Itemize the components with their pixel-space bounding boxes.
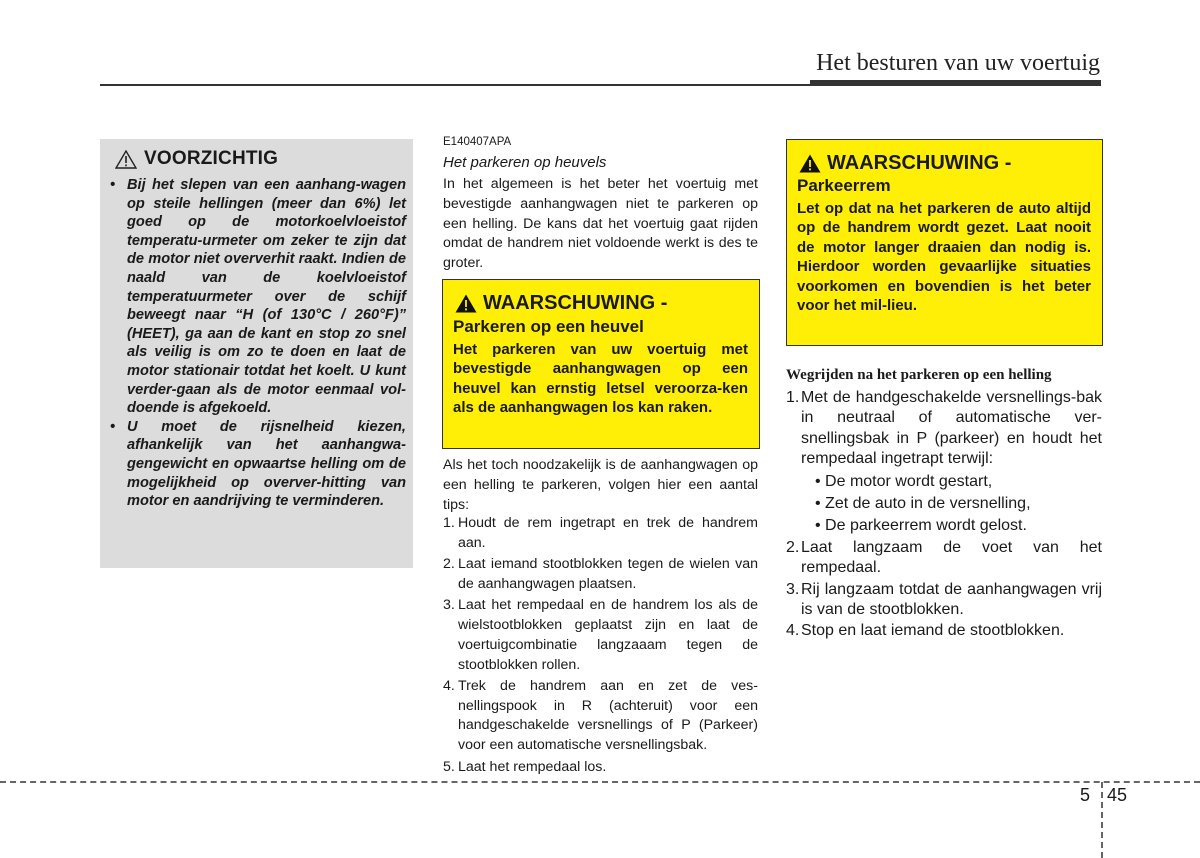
list-item: 2. Laat langzaam de voet van het rempedaal. [786, 538, 1102, 577]
caution-item [110, 418, 406, 511]
list-item-text: Met de handgeschakelde versnellings-bak in neutraal of automatische ver-snellingsbak in P (parkeer) en houdt het rempedaal ingetrapt terwijl: [801, 389, 1102, 468]
header-rule-accent [810, 80, 1101, 86]
caution-list [110, 176, 406, 511]
tips-intro-paragraph: Als het toch noodzakelijk is de aanhangwagen op een helling te parkeren, volgen hier een aantal tips: [443, 457, 758, 513]
page-number: 45 [1107, 785, 1128, 805]
section-code: E140407APA [443, 136, 512, 148]
list-item: 3. Rij langzaam totdat de aanhangwagen vrij is van de stootblokken. [786, 580, 1102, 619]
list-item: 3. Laat het rempedaal en de handrem los als de wielstootblokken geplaatst zijn en laat de voertuigcombinatie langzaaam tegen de stootblokken rollen. [443, 597, 758, 673]
warning-title: WAARSCHUWING - [483, 292, 668, 314]
caution-item-text: U moet de rijsnelheid kiezen, afhankelijk van het aanhangwa-gengewicht en opwaartse helling om de mogelijkheid op overver-hitting van motor en aandrijving te verminderen. [127, 418, 406, 510]
warning-subtitle: Parkeren op een heuvel [453, 317, 644, 336]
section-heading: Het parkeren op heuvels [443, 154, 607, 171]
list-item: 1. Met de handgeschakelde versnellings-bak in neutraal of automatische ver-snellingsbak in P (parkeer) en houdt het rempedaal ingetrapt terwijl: • De motor wordt gestart, • Zet de auto in de versnelling, • De parkeerrem wordt gelost. [786, 388, 1102, 537]
chapter-number: 5 [1080, 785, 1091, 805]
bullet: • [110, 177, 116, 193]
warning-subtitle: Parkeerrem [797, 176, 891, 195]
caution-heading [115, 148, 278, 170]
warning-box-heuvel [442, 279, 760, 449]
sub-bullet: • De parkeerrem wordt gelost. [815, 517, 1027, 535]
list-item: 4. Trek de handrem aan en zet de ves-nellingspook in R (achteruit) voor een handgeschakelde versnellings of P (Parkeer) voor een automatische versnellingsbak. [443, 677, 758, 754]
list-item: 4. Stop en laat iemand de stootblokken. [786, 622, 1065, 640]
warning-body: Het parkeren van uw voertuig met bevestigde aanhangwagen op een heuvel kan ernstig letsel veroorza-ken als de aanhangwagen los kan raken. [453, 341, 748, 417]
warning-triangle-icon [455, 294, 477, 313]
warning-triangle-icon [799, 154, 821, 173]
header-rule [100, 84, 810, 86]
warning-box-parkeerrem [786, 139, 1103, 346]
bullet: • [110, 418, 116, 435]
parking-steps-list [443, 514, 758, 779]
caution-label: VOORZICHTIG [144, 148, 279, 169]
list-item: 2. Laat iemand stootblokken tegen de wielen van de aanhangwagen plaatsen. [443, 556, 758, 592]
drive-off-steps-list [786, 388, 1102, 643]
warning-title-row [799, 152, 1011, 175]
caution-item [110, 176, 406, 418]
warning-triangle-outline-icon [115, 150, 137, 169]
intro-paragraph: In het algemeen is het beter het voertuig met bevestigde aanhangwagen niet te parkeren op een helling. De kans dat het voertuig gaat rijden omdat de handrem niet voldoende werkt is des te groter. [443, 176, 758, 272]
warning-title: WAARSCHUWING - [827, 152, 1012, 174]
warning-body: Let op dat na het parkeren de auto altijd op de handrem wordt gezet. Laat nooit de motor langer draaien dan nodig is. Hierdoor worden gevaarlijke situaties voorkomen en bovendien is het beter voor het mil-lieu. [797, 200, 1091, 315]
page-header-title: Het besturen van uw voertuig [816, 50, 1100, 76]
list-item: 5. Laat het rempedaal los. [443, 758, 607, 775]
warning-title-row [455, 292, 667, 315]
footer-divider [0, 781, 1200, 783]
sub-bullet: • Zet de auto in de versnelling, [815, 495, 1031, 513]
sub-bullet: • De motor wordt gestart, [815, 472, 993, 490]
caution-item-text: Bij het slepen van een aanhang-wagen op steile hellingen (meer dan 6%) let goed op de motorkoelvloeistof temperatu-urmeter om zeker te zijn dat de motor niet oververhit raakt. Indien de naald van de koelvloeistof temperatuurmeter over de schijf beweegt naar “H (of 130°C / 260°F)” (HEET), ga aan de kant en stop zo snel als veilig is om zo te doen en laat de motor stationair totdat het koelt. U kunt verder-gaan als de motor eenmaal vol-doende is afgekoeld. [127, 177, 406, 417]
footer-page-divider [1101, 782, 1103, 858]
section-heading: Wegrijden na het parkeren op een helling [786, 367, 1052, 383]
list-item: 1. Houdt de rem ingetrapt en trek de handrem aan. [443, 515, 758, 551]
